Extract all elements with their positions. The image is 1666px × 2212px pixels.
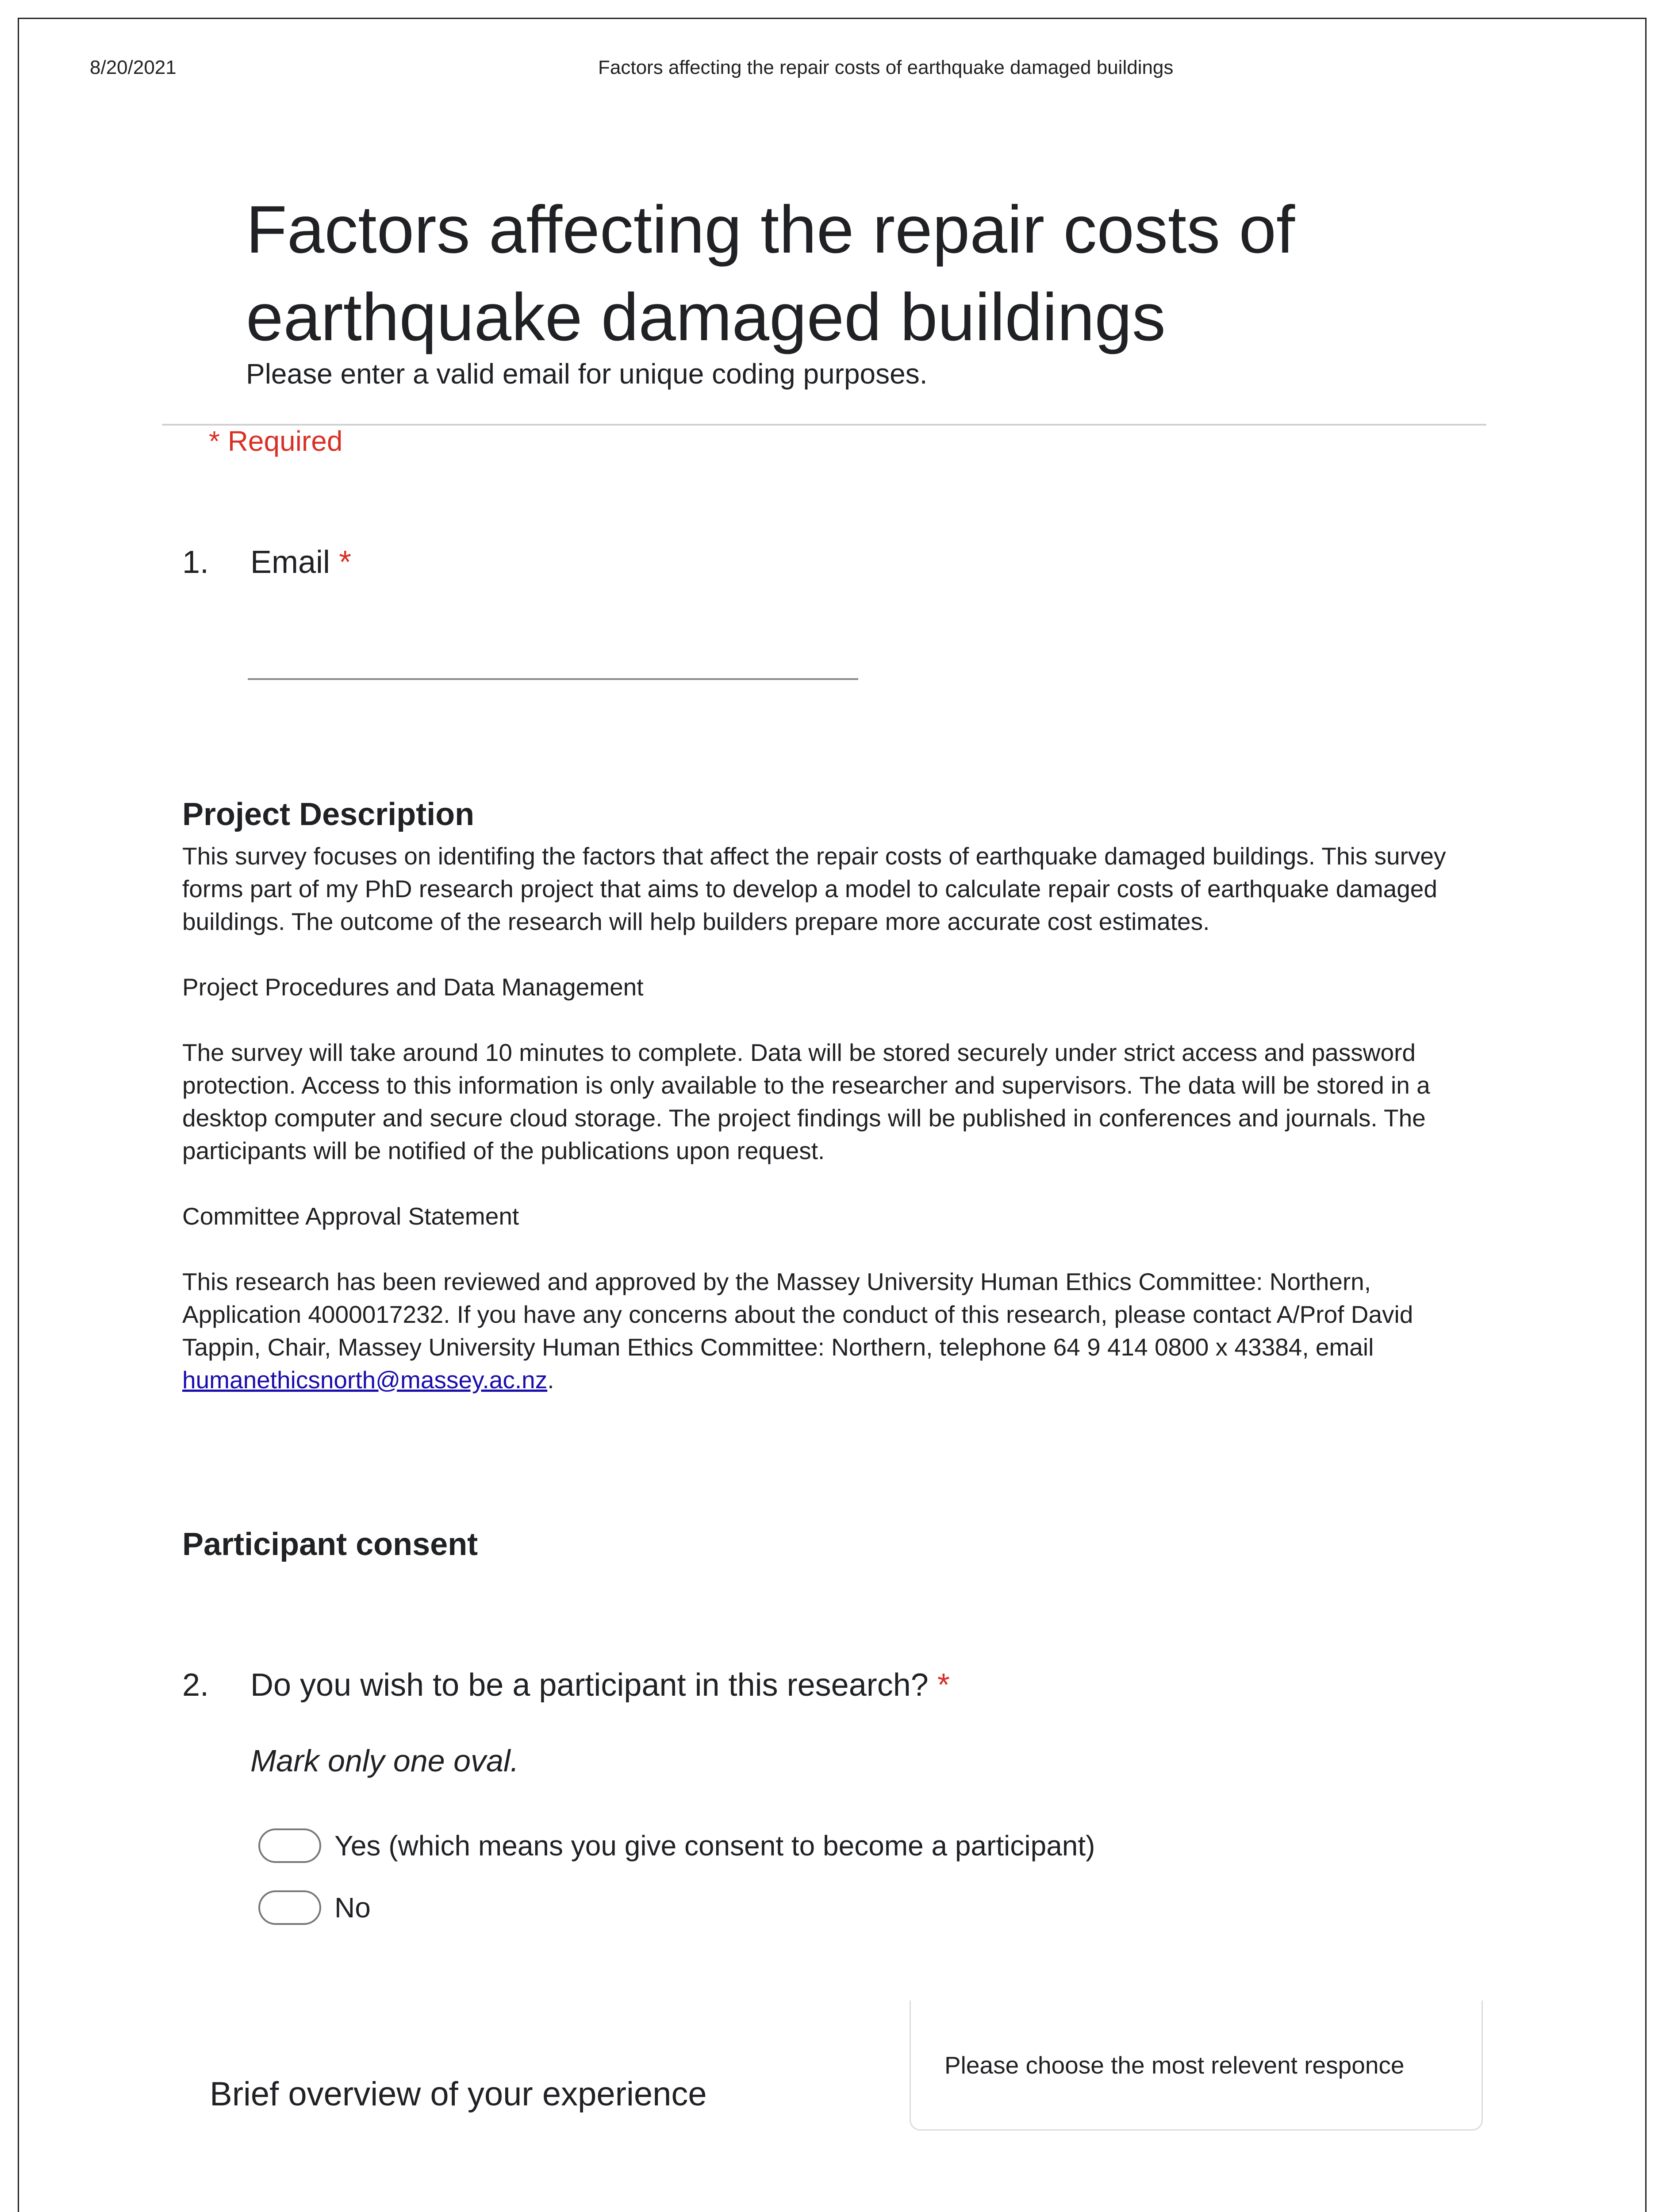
print-header-title: Factors affecting the repair costs of earthquake damaged buildings [598,57,1174,78]
experience-heading: Brief overview of your experience [210,2075,707,2113]
experience-card [910,2001,1483,2131]
question-2-label: Do you wish to be a participant in this research? [250,1667,929,1703]
title-divider [162,424,1486,426]
question-1-number: 1. [182,545,209,580]
print-date: 8/20/2021 [90,57,177,78]
project-description-body [182,840,1487,1429]
form-title: Factors affecting the repair costs of earthquake damaged buildings [246,192,1295,355]
question-2-label-wrap [250,1667,950,1703]
project-description-heading: Project Description [182,797,475,832]
question-1-label: Email [250,545,330,580]
description-paragraph: This survey focuses on identifing the factors that affect the repair costs of earthquake damaged buildings. This survey forms part of my PhD research project that aims to develop a model to calculate repair costs of earthquake damaged buildings. The outcome of the research will help builders prepare more accurate cost estimates. [182,842,1446,935]
required-asterisk: * [937,1667,950,1703]
participant-consent-heading: Participant consent [182,1527,478,1562]
question-2-number: 2. [182,1667,209,1703]
option-no[interactable] [258,1889,371,1926]
experience-card-text: Please choose the most relevent responce [944,2051,1405,2079]
email-input-underline [248,678,858,680]
approval-paragraph [182,1265,1487,1396]
mark-one-hint: Mark only one oval. [250,1743,519,1778]
option-no-label: No [334,1892,371,1924]
radio-oval-no[interactable] [258,1890,321,1925]
option-yes[interactable] [258,1827,1095,1864]
description-paragraph: The survey will take around 10 minutes to complete. Data will be stored securely under strict access and password protection. Access to this information is only available to the researcher and supervisors. The data will be stored in a desktop computer and secure cloud storage. The project findings will be published in conferences and journals. The participants will be notified of the publications upon request. [182,1039,1430,1164]
radio-oval-yes[interactable] [258,1828,321,1863]
procedures-subheading: Project Procedures and Data Management [182,973,644,1001]
email-input[interactable] [248,637,860,678]
approval-period: . [547,1366,554,1394]
option-yes-label: Yes (which means you give consent to become a participant) [334,1830,1095,1862]
approval-subheading: Committee Approval Statement [182,1202,519,1230]
required-asterisk: * [339,545,352,580]
form-description: Please enter a valid email for unique coding purposes. [246,358,928,390]
approval-text: This research has been reviewed and approved by the Massey University Human Ethics Committee: Northern, Application 4000017232. If you have any concerns about the conduct of this research, please contact A/Prof David Tappin, Chair, Massey University Human Ethics Committee: Northern, telephone 64 9 414 0800 x 43384, email [182,1268,1413,1361]
question-1-label-wrap [250,544,351,580]
required-note: * Required [209,425,343,457]
ethics-email-link[interactable]: humanethicsnorth@massey.ac.nz [182,1366,548,1394]
